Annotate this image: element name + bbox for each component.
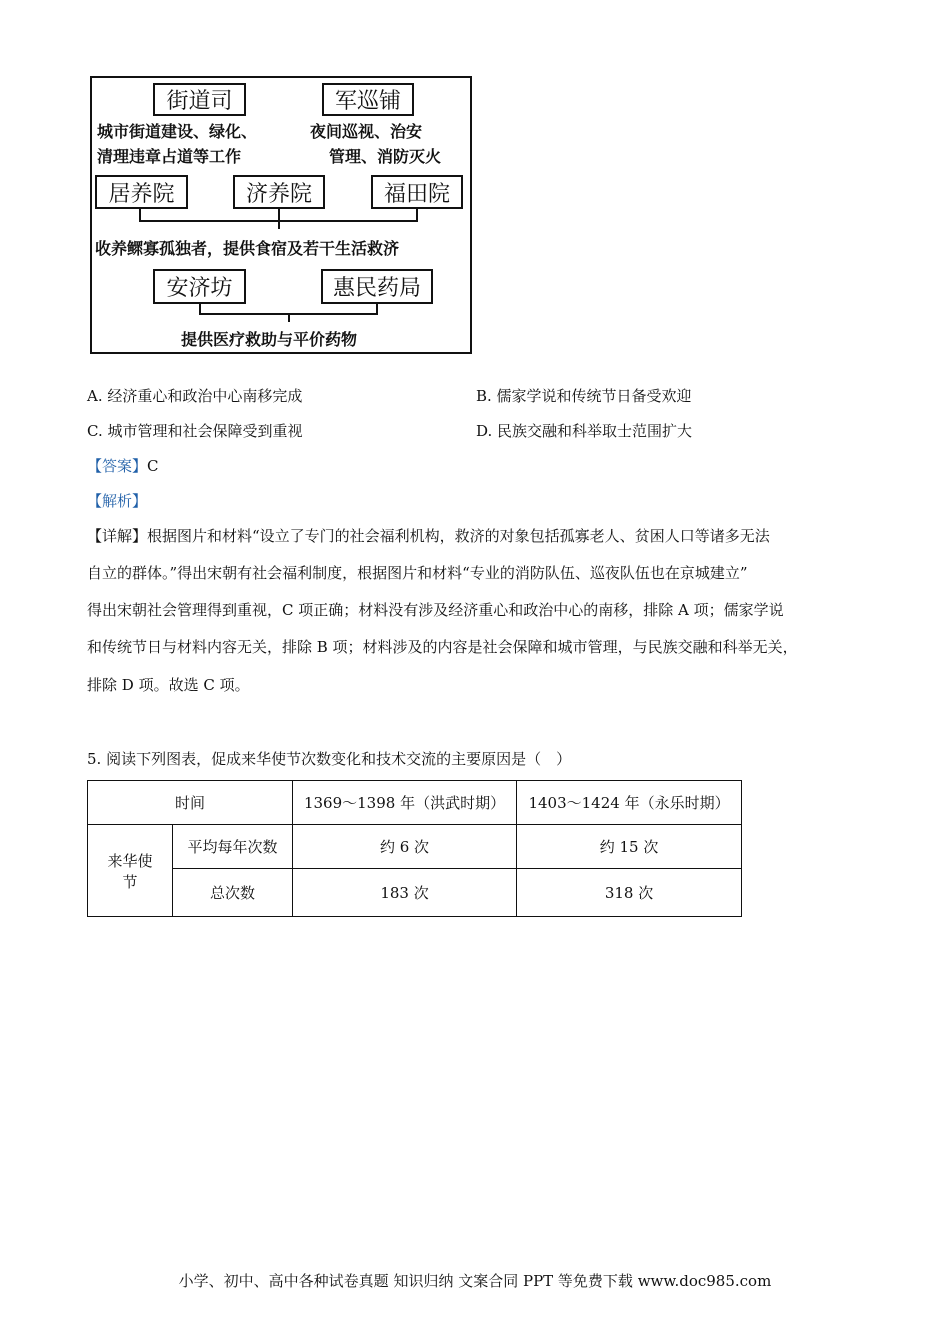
diagram-box-futianyuan: 福田院 — [371, 175, 463, 209]
diagram-box-jiyangyuan: 济养院 — [233, 175, 325, 209]
answer-value: C — [147, 457, 159, 475]
table-group-label — [88, 825, 173, 917]
bracket-row3-stem — [288, 313, 290, 322]
table-cell: 183 次 — [293, 869, 517, 917]
table-header-row — [88, 781, 742, 825]
diagram-desc-junxunpu-line1: 夜间巡视、治安 — [310, 122, 423, 141]
table-group-label-line2: 节 — [122, 872, 138, 891]
page-footer: 小学、初中、高中各种试卷真题 知识归纳 文案合同 PPT 等免费下载 www.doc985.com — [178, 1272, 772, 1290]
diagram-desc-junxunpu-line2: 管理、消防灭火 — [329, 147, 442, 166]
diagram-desc-row2: 收养鳏寡孤独者，提供食宿及若干生活救济 — [95, 239, 400, 258]
detail-line-1 — [87, 525, 770, 546]
table-row — [88, 825, 742, 869]
detail-line-5: 排除 D 项。故选 C 项。 — [87, 676, 250, 694]
analysis-line — [87, 490, 147, 511]
diagram-box-anjifang: 安济坊 — [153, 269, 246, 304]
table-header-hongwu: 1369～1398 年（洪武时期） — [293, 781, 517, 825]
detail-line-4: 和传统节日与材料内容无关，排除 B 项；材料涉及的内容是社会保障和城市管理，与民族交融和科举无关， — [87, 638, 798, 656]
analysis-tag: 【解析】 — [87, 492, 148, 510]
answer-line — [87, 455, 159, 476]
diagram-box-juyangyuan: 居养院 — [95, 175, 188, 209]
diagram-desc-jiedaosi-line2: 清理违章占道等工作 — [97, 147, 242, 166]
detail-line-2: 自立的群体。”得出宋朝有社会福利制度，根据图片和材料“专业的消防队伍、巡夜队伍也在京城建立” — [87, 564, 748, 582]
option-a: A. 经济重心和政治中心南移完成 — [87, 387, 303, 405]
diagram-desc-jiedaosi-line1: 城市街道建设、绿化、 — [97, 122, 258, 141]
table-header-yongle: 1403～1424 年（永乐时期） — [517, 781, 742, 825]
table-cell: 约 6 次 — [293, 825, 517, 869]
detail-text-1: 根据图片和材料“设立了专门的社会福利机构，救济的对象包括孤寡老人、贫困人口等诸多无法 — [147, 527, 770, 545]
welfare-institutions-diagram — [90, 76, 472, 354]
detail-line-3: 得出宋朝社会管理得到重视，C 项正确；材料没有涉及经济重心和政治中心的南移，排除 A 项；儒家学说 — [87, 601, 784, 619]
table-cell: 318 次 — [517, 869, 742, 917]
table-cell: 约 15 次 — [517, 825, 742, 869]
option-b: B. 儒家学说和传统节日备受欢迎 — [476, 387, 692, 405]
diagram-box-junxunpu: 军巡铺 — [322, 83, 414, 116]
envoy-table — [87, 780, 742, 917]
diagram-box-jiedaosi: 街道司 — [153, 83, 246, 116]
table-row-label: 总次数 — [173, 869, 293, 917]
table-row — [88, 869, 742, 917]
table-row-label: 平均每年次数 — [173, 825, 293, 869]
question-5: 5. 阅读下列图表，促成来华使节次数变化和技术交流的主要原因是（ ） — [87, 750, 572, 768]
option-c: C. 城市管理和社会保障受到重视 — [87, 422, 303, 440]
diagram-desc-row3: 提供医疗救助与平价药物 — [181, 330, 358, 349]
detail-tag: 【详解】 — [87, 527, 148, 545]
bracket-row2-stem — [278, 220, 280, 229]
table-header-time: 时间 — [88, 781, 293, 825]
option-d: D. 民族交融和科举取士范围扩大 — [476, 422, 693, 440]
table-group-label-line1: 来华使 — [107, 851, 153, 870]
answer-tag: 【答案】 — [87, 457, 148, 475]
diagram-box-huiminyaoju: 惠民药局 — [321, 269, 433, 304]
